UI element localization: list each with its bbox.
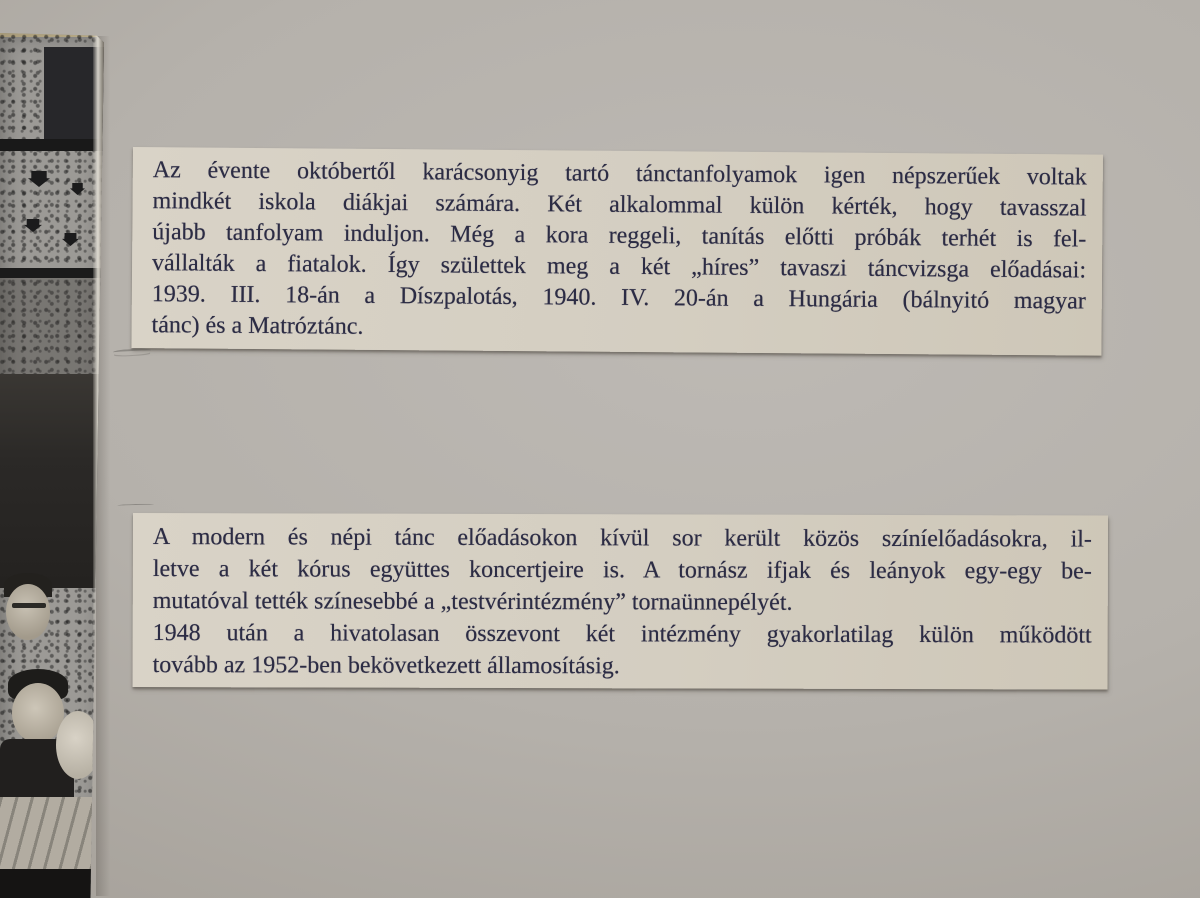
clipping-text-line: újabb tanfolyam induljon. Még a kora reggeli, tanítás előtti próbák terhét is fel-: [152, 219, 1087, 253]
clipping-2: [133, 513, 1108, 690]
pencil-mark: [113, 348, 151, 356]
photo-glasses: [12, 603, 46, 608]
photo-dark-band-top: [0, 139, 104, 151]
photo-dark-band-bottom: [0, 268, 104, 278]
photo-man-face: [6, 584, 50, 640]
clipping-text-line: A modern és népi tánc előadásokon kívül sor került közös színíelőadásokra, il-: [152, 524, 1092, 553]
clipping-text-line: 1948 után a hivatolasan összevont két intézmény gyakorlatilag külön működött: [152, 620, 1092, 649]
clipping-text-line: Az évente októbertől karácsonyig tartó tánctanfolyamok igen népszerűek voltak: [152, 157, 1087, 191]
clipping-text-line: vállalták a fiatalok. Így születtek meg a két „híres” tavaszi táncvizsga előadásai:: [151, 250, 1087, 284]
clipping-text-line: tánc) és a Matróztánc.: [151, 312, 364, 340]
pencil-mark: [117, 504, 154, 508]
photo-strip: [0, 33, 104, 898]
clipping-text-line: tovább az 1952-ben bekövetkezett államosításig.: [152, 652, 620, 680]
photo-dark-zone: [0, 374, 104, 588]
photo-shaded-texture: [0, 278, 104, 374]
photo-bottom-dark-area: [0, 869, 104, 898]
clipping-text-line: letve a két kórus együttes koncertjeire is. A tornász ifjak és leányok egy-egy be-: [152, 556, 1092, 585]
clipping-text-line: mutatóval tették színesebbé a „testvérintézmény” tornaünnepélyét.: [152, 588, 793, 616]
photo-dancer-sleeve: [56, 711, 100, 779]
clipping-text-line: 1939. III. 18-án a Díszpalotás, 1940. IV. 20-án a Hungária (bálnyitó magyar: [151, 281, 1086, 315]
photo-dancer-skirt: [0, 797, 104, 873]
clipping-1: [131, 147, 1103, 356]
clipping-text-line: mindkét iskola diákjai számára. Két alkalommal külön kérték, hogy tavasszal: [152, 188, 1087, 222]
